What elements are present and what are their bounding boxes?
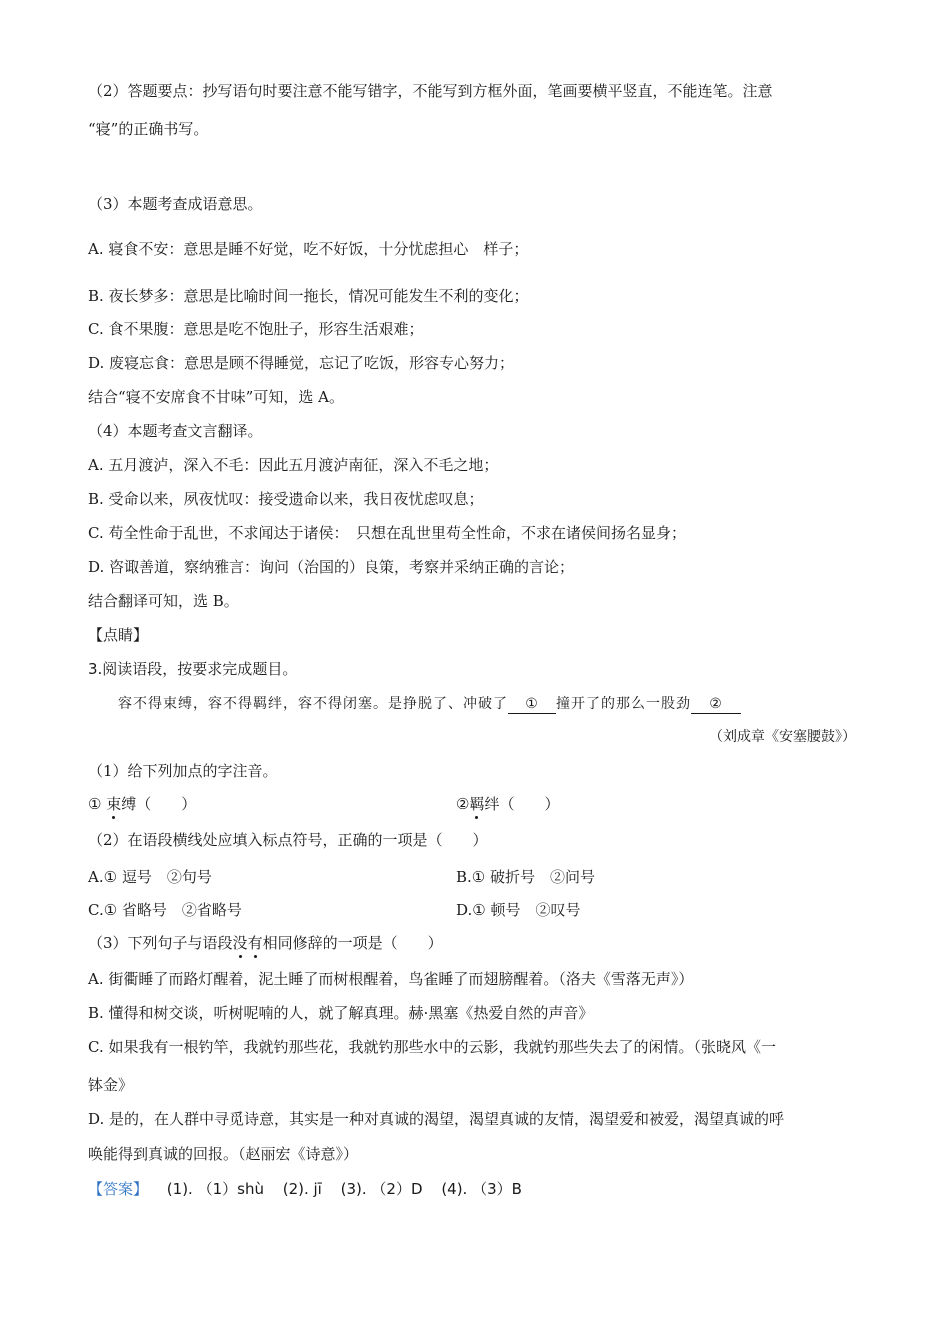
- q3-sub3-title: [88, 932, 443, 954]
- q3-sub2-option-b: B.① 破折号 ②问号: [456, 868, 596, 886]
- p3-option-b: B. 夜长梦多：意思是比喻时间一拖长，情况可能发生不利的变化；: [88, 287, 529, 305]
- q3-sub3-option-d-line1: D. 是的，在人群中寻觅诗意，其实是一种对真诚的渴望，渴望真诚的友情，渴望爱和被爱，渴望真诚的呼: [88, 1110, 785, 1128]
- q3-sub2-option-d: D.① 顿号 ②叹号: [456, 901, 581, 919]
- p2-line2: “寝”的正确书写。: [88, 120, 209, 138]
- answer-line: [88, 1178, 522, 1200]
- dotted-char-ji: 羁: [469, 795, 485, 813]
- p4-option-a: A. 五月渡泸，深入不毛：因此五月渡泸南征，深入不毛之地；: [88, 456, 499, 474]
- sub3-title-pre: （3）下列句子与语段: [88, 934, 233, 952]
- item1-rest: 缚（ ）: [121, 795, 197, 813]
- p4-conclusion: 结合翻译可知，选 B。: [88, 592, 239, 610]
- q3-sub2-title: （2）在语段横线处应填入标点符号，正确的一项是（ ）: [88, 831, 488, 849]
- p4-option-d: D. 咨诹善道，察纳雅言：询问（治国的）良策，考察并采纳正确的言论；: [88, 558, 575, 576]
- q3-sub3-option-a: A. 街衢睡了而路灯醒着，泥土睡了而树根醒着，鸟雀睡了而翅膀醒着。（洛夫《雪落无声》）: [88, 970, 694, 988]
- q3-passage: [118, 693, 741, 715]
- answer-item: (2). jī: [282, 1180, 322, 1198]
- passage-source: （刘成章《安塞腰鼓》）: [709, 729, 856, 745]
- sub3-title-post: 相同修辞的一项是（ ）: [262, 934, 443, 952]
- q3-sub2-option-c: C.① 省略号 ②省略号: [88, 901, 242, 919]
- answer-item: (4). （3）B: [441, 1180, 522, 1198]
- passage-text-2: 撞开了的那么一股劲: [556, 696, 691, 712]
- blank-2: ②: [691, 695, 741, 714]
- p3-option-d: D. 废寝忘食：意思是顾不得睡觉，忘记了吃饭，形容专心努力；: [88, 354, 515, 372]
- p4-option-c: C. 苟全性命于乱世，不求闻达于诸侯： 只想在乱世里苟全性命，不求在诸侯间扬名显身；: [88, 524, 686, 542]
- q3-sub2-option-a: A.① 逗号 ②句号: [88, 868, 212, 886]
- dotted-char-mei: 没: [232, 934, 248, 952]
- p2-line1: （2）答题要点：抄写语句时要注意不能写错字，不能写到方框外面，笔画要横平竖直，不能连笔。注意: [88, 82, 773, 100]
- p3-conclusion: 结合“寝不安席食不甘味”可知，选 A。: [88, 388, 344, 406]
- q3-sub1-title: （1）给下列加点的字注音。: [88, 762, 278, 780]
- q3-sub1-item2: [456, 793, 559, 815]
- p3-title: （3）本题考查成语意思。: [88, 195, 263, 213]
- q3-sub3-option-c-line2: 钵金》: [88, 1076, 134, 1094]
- item2-rest: 绊（ ）: [484, 795, 560, 813]
- q3-sub3-option-b: B. 懂得和树交谈，听树呢喃的人，就了解真理。赫·黑塞《热爱自然的声音》: [88, 1004, 594, 1022]
- answer-tag: 【答案】: [88, 1180, 149, 1198]
- dotted-char-you: 有: [247, 934, 263, 952]
- q3-sub3-option-c-line1: C. 如果我有一根钓竿，我就钓那些花，我就钓那些水中的云影，我就钓那些失去了的闲情。（张晓风《一: [88, 1038, 776, 1056]
- answer-item: (1). （1）shù: [166, 1180, 264, 1198]
- p4-option-b: B. 受命以来，夙夜忧叹：接受遗命以来，我日夜忧虑叹息；: [88, 490, 484, 508]
- item2-num: ②: [456, 795, 470, 813]
- passage-text-1: 容不得束缚，容不得羁绊，容不得闭塞。是挣脱了、冲破了: [118, 696, 508, 712]
- q3-sub1-item1: [88, 793, 196, 815]
- q3-sub3-option-d-line2: 唤能得到真诚的回报。（赵丽宏《诗意》）: [88, 1145, 359, 1163]
- p3-option-a: A. 寝食不安：意思是睡不好觉，吃不好饭，十分忧虑担心 样子；: [88, 240, 529, 258]
- item1-num: ①: [88, 795, 102, 813]
- dianjing-heading: 【点睛】: [88, 626, 149, 644]
- answer-item: (3). （2）D: [340, 1180, 423, 1198]
- p4-title: （4）本题考查文言翻译。: [88, 422, 263, 440]
- p3-option-c: C. 食不果腹：意思是吃不饱肚子，形容生活艰难；: [88, 320, 424, 338]
- dotted-char-shu: 束: [106, 795, 122, 813]
- q3-stem: 3.阅读语段，按要求完成题目。: [88, 660, 298, 678]
- blank-1: ①: [508, 695, 556, 714]
